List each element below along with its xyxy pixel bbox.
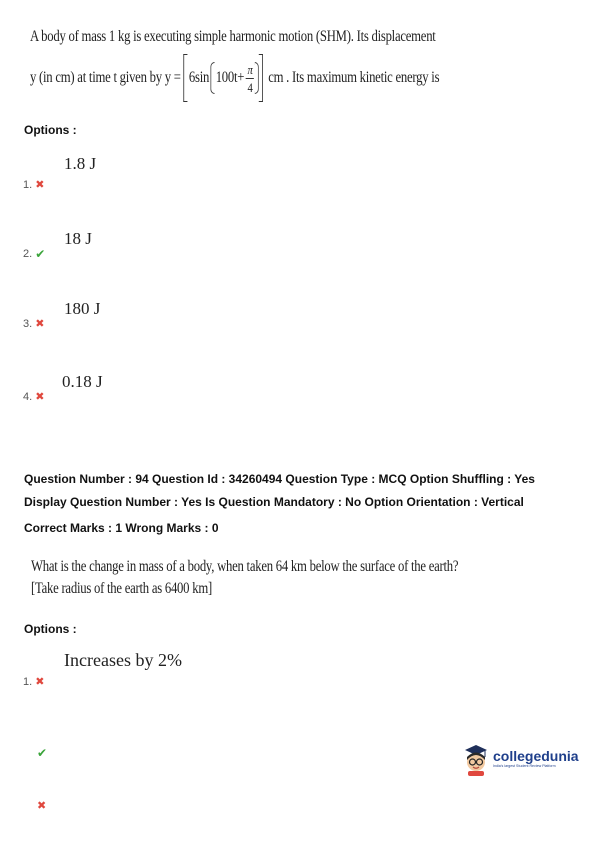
q2-meta-line3: Correct Marks : 1 Wrong Marks : 0 xyxy=(24,521,219,535)
option-number: 2. xyxy=(23,248,33,260)
q1-option-4-value: 0.18 J xyxy=(62,372,103,391)
q1-option-1-value: 1.8 J xyxy=(64,154,97,173)
q2-option-1 xyxy=(23,675,44,688)
q2-option-2-mark xyxy=(37,744,47,762)
logo-tagline: India's largest Student Review Platform xyxy=(493,764,556,769)
option-number: 1. xyxy=(23,675,33,688)
q1-text-line2 xyxy=(30,54,439,102)
q1-option-4 xyxy=(23,390,44,403)
q1-option-3 xyxy=(23,317,44,330)
q2-meta-line2: Display Question Number : Yes Is Question Mandatory : No Option Orientation : Vertical xyxy=(24,495,524,509)
q1-option-1 xyxy=(23,178,44,191)
formula-fraction xyxy=(246,63,254,94)
check-icon: ✔ xyxy=(35,247,46,261)
q1-option-2 xyxy=(23,247,45,261)
check-icon: ✔ xyxy=(37,746,48,760)
q1-text-line1: A body of mass 1 kg is executing simple harmonic motion (SHM). Its displacement xyxy=(30,28,436,45)
cross-icon: ✖ xyxy=(35,675,45,688)
q2-text-line2: [Take radius of the earth as 6400 km] xyxy=(31,580,212,597)
q2-meta-line1: Question Number : 94 Question Id : 34260494 Question Type : MCQ Option Shuffling : Yes xyxy=(24,472,535,486)
cross-icon: ✖ xyxy=(35,178,45,191)
graduate-mascot-icon xyxy=(463,742,489,776)
cross-icon: ✖ xyxy=(35,390,45,403)
fraction-denominator: 4 xyxy=(247,79,253,95)
q1-option-3-value: 180 J xyxy=(64,299,101,318)
cross-icon: ✖ xyxy=(37,799,47,812)
collegedunia-logo xyxy=(463,742,579,776)
option-number: 3. xyxy=(23,317,33,330)
q2-option-1-value: Increases by 2% xyxy=(64,650,182,670)
option-number: 4. xyxy=(23,390,33,403)
fraction-numerator: π xyxy=(247,61,253,77)
q2-option-3-mark xyxy=(37,796,46,814)
formula-coef: 6sin xyxy=(188,69,210,86)
q1-option-2-value: 18 J xyxy=(64,229,92,248)
q1-options-label: Options : xyxy=(24,123,77,137)
cross-icon: ✖ xyxy=(35,317,45,330)
formula-arg: 100t+ xyxy=(215,69,245,86)
q1-line2-suffix: cm . Its maximum kinetic energy is xyxy=(268,69,440,86)
q1-line2-prefix: y (in cm) at time t given by y = xyxy=(30,69,181,86)
right-bracket xyxy=(259,54,263,102)
option-number: 1. xyxy=(23,178,33,191)
q2-text-line1: What is the change in mass of a body, when taken 64 km below the surface of the earth? xyxy=(31,558,459,575)
displacement-formula xyxy=(183,54,263,102)
logo-name: collegedunia xyxy=(493,748,579,765)
q2-options-label: Options : xyxy=(24,622,77,636)
